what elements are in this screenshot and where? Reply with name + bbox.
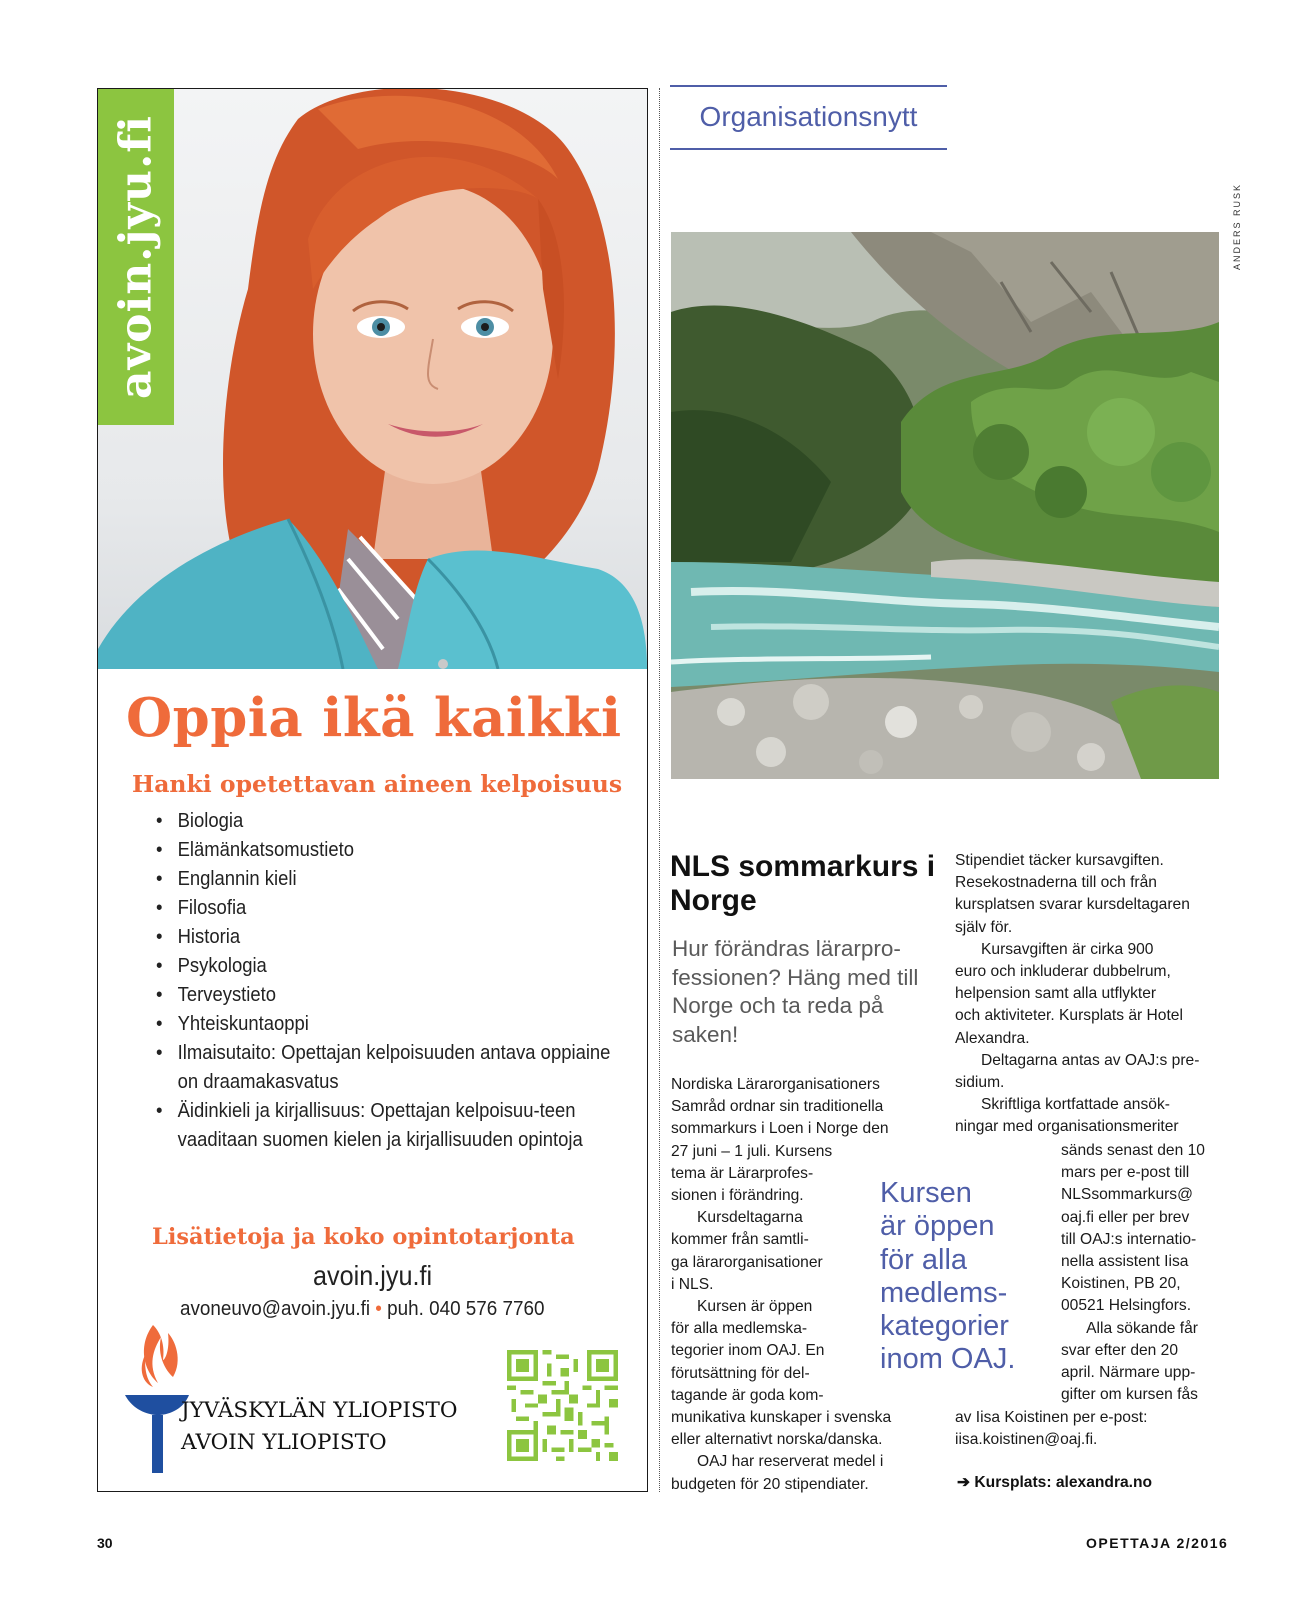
subject-item: • Biologia <box>156 806 617 835</box>
pull-quote: Kursen är öppen för alla medlems- kategorier inom OAJ. <box>880 1177 1016 1376</box>
venue-link-text[interactable]: Kursplats: alexandra.no <box>974 1474 1153 1491</box>
subject-item: • Filosofia <box>156 893 617 922</box>
subject-item: • Yhteiskuntaoppi <box>156 1009 617 1038</box>
ad-website-link[interactable]: avoin.jyu.fi <box>313 1260 433 1291</box>
website-side-tab[interactable] <box>98 89 174 425</box>
article-body-column-1: Nordiska Lärarorganisationers Samråd ordnar sin traditionella sommarkurs i Loen i Norge den 27 juni – 1 juli. Kursens tema är Lärarprofes- sionen i förändring. Kursdeltagarna kommer från samtli- ga lärarorganisationer i NLS. Kursen är öppen för alla medlemska- tegorier inom OAJ. En förutsättning för del- tagande är goda kom- munikativa kunskaper i svenska eller alternativt norska/danska. OAJ har reserverat medel i budgeten för 20 stipendiater. <box>671 1076 892 1493</box>
ad-contact-line <box>180 1297 544 1321</box>
subject-list <box>156 806 611 1154</box>
ad-headline: Oppia ikä kaikki <box>126 687 622 749</box>
subject-item: • Psykologia <box>156 951 617 980</box>
qr-code-icon[interactable] <box>507 1350 618 1461</box>
email-link[interactable]: avoneuvo@avoin.jyu.fi <box>180 1297 371 1320</box>
column-divider <box>659 88 660 1492</box>
subject-item: • Äidinkieli ja kirjallisuus: Opettajan kelpoisuu-teen vaaditaan suomen kielen ja kirjallisuuden opintoja <box>156 1096 617 1154</box>
arrow-right-icon: ➔ <box>957 1474 971 1491</box>
magazine-issue: OPETTAJA 2/2016 <box>1086 1535 1229 1551</box>
university-name <box>181 1395 458 1459</box>
more-info-heading: Lisätietoja ja koko opintotarjonta <box>152 1224 575 1250</box>
subject-item: • Terveystieto <box>156 980 617 1009</box>
university-line: JYVÄSKYLÄN YLIOPISTO <box>181 1398 458 1423</box>
ad-subheading: Hanki opetettavan aineen kelpoisuus <box>132 770 623 798</box>
page-number: 30 <box>97 1535 113 1551</box>
side-tab-text: avoin.jyu.fi <box>110 115 162 399</box>
subject-item: • Englannin kieli <box>156 864 617 893</box>
article-body-column-2-top: Stipendiet täcker kursavgiften. Resekostnaderna till och från kursplatsen svarar kursdeltagaren själv för. Kursavgiften är cirka 900 euro och inkluderar dubbelrum, helpension samt alla utflykter och aktiviteter. Kursplats är Hotel Alexandra. Deltagarna antas av OAJ:s pre- sidium. Skriftliga kortfattade ansök- ningar med organisationsmeriter <box>955 852 1200 1136</box>
subject-item: • Historia <box>156 922 617 951</box>
phone-number: puh. 040 576 7760 <box>387 1297 545 1320</box>
photo-credit: ANDERS RUSK <box>1232 182 1242 270</box>
section-header <box>670 85 947 150</box>
woman-portrait-photo <box>98 89 647 669</box>
university-line: AVOIN YLIOPISTO <box>181 1430 387 1455</box>
article-body-column-2-end: av Iisa Koistinen per e-post: iisa.koistinen@oaj.fi. <box>955 1409 1148 1449</box>
mountain-river-photo <box>671 232 1219 779</box>
article-body-column-2-wrap: sänds senast den 10 mars per e-post till NLSsommarkurs@ oaj.fi eller per brev till OAJ:s internatio- nella assistent Iisa Koistinen, PB 20, 00521 Helsingfors. Alla sökande får svar efter den 20 april. Närmare upp- gifter om kursen fås <box>1061 1142 1205 1404</box>
section-title: Organisationsnytt <box>699 101 918 132</box>
article-lead: Hur förändras lärarpro-fessionen? Häng med till Norge och ta reda på saken! <box>672 936 919 1047</box>
subject-item: • Ilmaisutaito: Opettajan kelpoisuuden antava oppiaine on draamakasvatus <box>156 1038 617 1096</box>
venue-link[interactable] <box>957 1473 1152 1492</box>
subject-item: • Elämänkatsomustieto <box>156 835 617 864</box>
separator-dot: • <box>375 1297 388 1320</box>
article-title: NLS sommarkurs i Norge <box>670 850 936 917</box>
